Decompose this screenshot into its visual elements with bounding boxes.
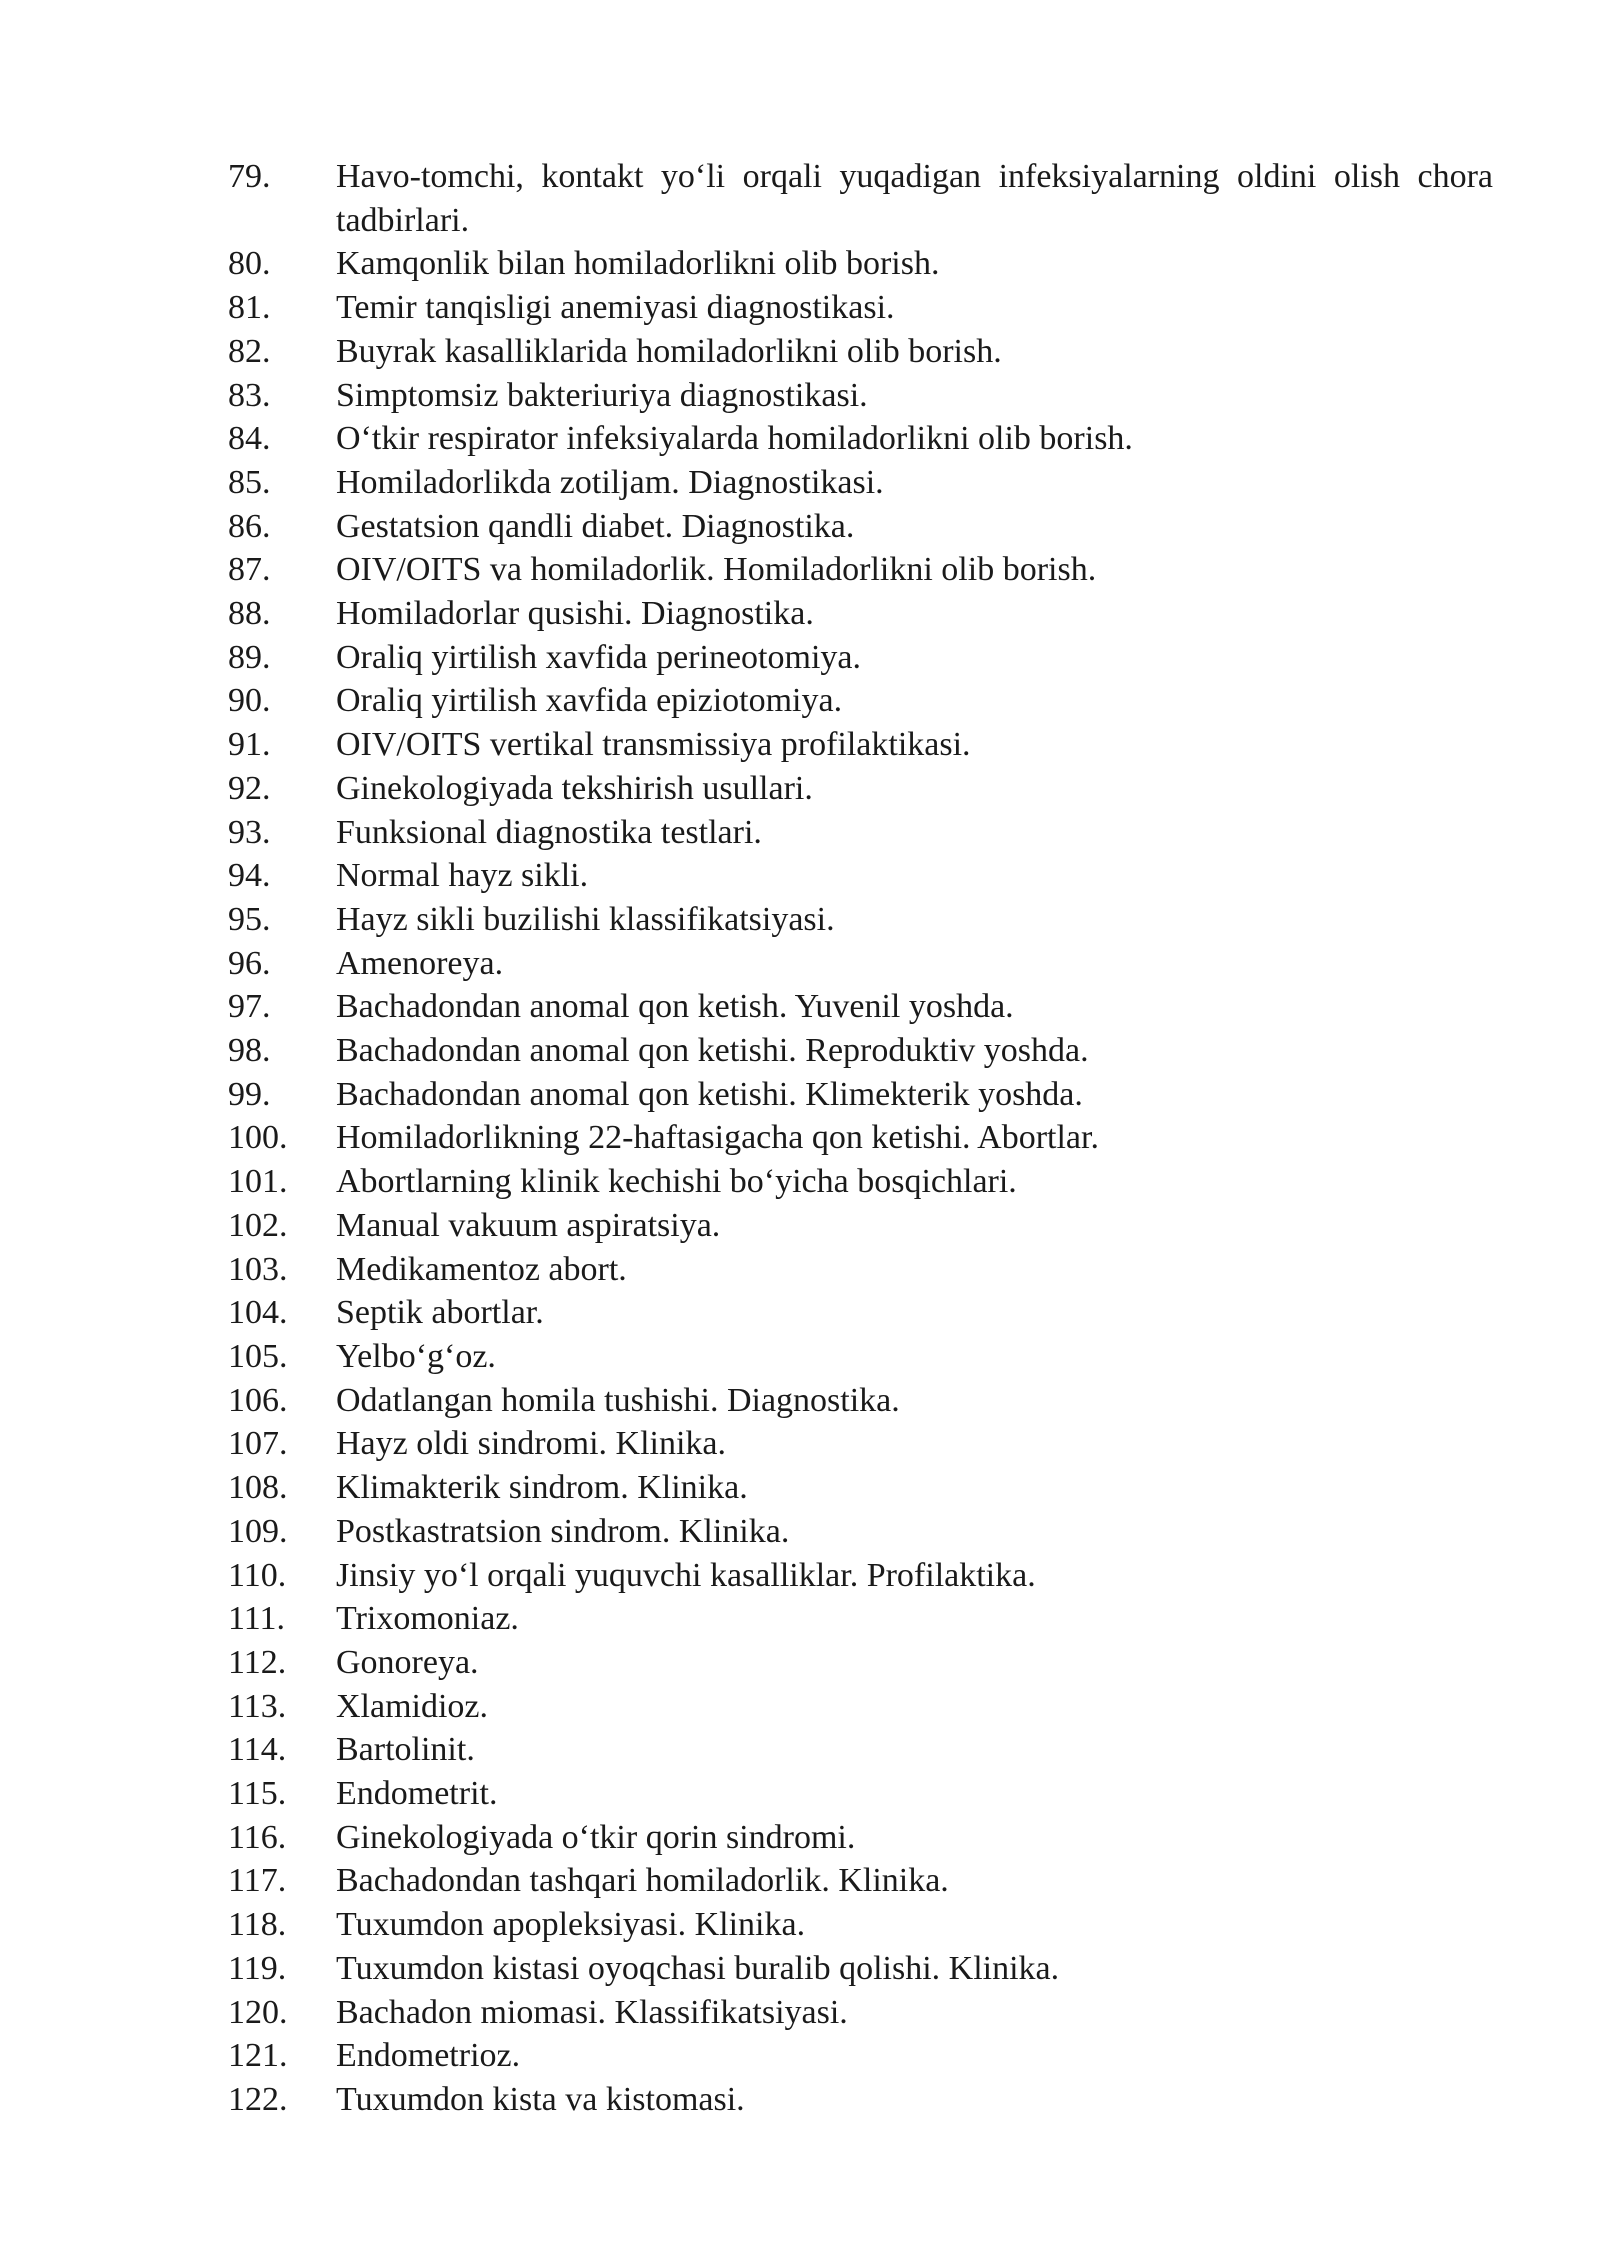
list-item <box>228 1947 1493 1991</box>
list-item <box>228 1728 1493 1772</box>
list-item <box>228 767 1493 811</box>
list-item <box>228 286 1493 330</box>
item-text: Oraliq yirtilish xavfida perineotomiya. <box>336 638 861 676</box>
item-text: Xlamidioz. <box>336 1687 489 1725</box>
item-text: Hayz sikli buzilishi klassifikatsiyasi. <box>336 900 835 938</box>
item-number: 83. <box>228 376 271 414</box>
item-number: 87. <box>228 551 271 589</box>
list-item <box>228 548 1493 592</box>
item-number: 120. <box>228 1993 288 2031</box>
numbered-topic-list <box>228 155 1493 2122</box>
item-text: Funksional diagnostika testlari. <box>336 813 762 851</box>
item-number: 105. <box>228 1337 288 1375</box>
item-text: Manual vakuum aspiratsiya. <box>336 1206 721 1244</box>
list-item <box>228 1116 1493 1160</box>
item-text: Homiladorlikning 22-haftasigacha qon ketishi. Abortlar. <box>336 1119 1099 1157</box>
list-item <box>228 1685 1493 1729</box>
list-item <box>228 1422 1493 1466</box>
item-text: Postkastratsion sindrom. Klinika. <box>336 1512 790 1550</box>
list-item <box>228 898 1493 942</box>
item-number: 103. <box>228 1250 288 1288</box>
item-number: 88. <box>228 595 271 633</box>
item-text: Kamqonlik bilan homiladorlikni olib borish. <box>336 245 940 283</box>
item-number: 117. <box>228 1862 287 1900</box>
list-item <box>228 1248 1493 1292</box>
item-number: 96. <box>228 944 271 982</box>
item-number: 95. <box>228 900 271 938</box>
item-number: 91. <box>228 726 271 764</box>
item-text: Trixomoniaz. <box>336 1600 519 1638</box>
item-number: 101. <box>228 1163 288 1201</box>
list-item <box>228 2078 1493 2122</box>
list-item <box>228 1466 1493 1510</box>
item-number: 102. <box>228 1206 288 1244</box>
item-number: 111. <box>228 1600 285 1638</box>
item-number: 121. <box>228 2037 288 2075</box>
item-number: 106. <box>228 1381 288 1419</box>
item-text: Gestatsion qandli diabet. Diagnostika. <box>336 507 855 545</box>
list-item <box>228 985 1493 1029</box>
list-item <box>228 1160 1493 1204</box>
item-text: Oraliq yirtilish xavfida epiziotomiya. <box>336 682 843 720</box>
item-text: Normal hayz sikli. <box>336 857 589 895</box>
item-number: 113. <box>228 1687 287 1725</box>
list-item <box>228 1641 1493 1685</box>
item-text: Bachadondan anomal qon ketishi. Klimekterik yoshda. <box>336 1075 1083 1113</box>
list-item <box>228 592 1493 636</box>
list-item <box>228 2034 1493 2078</box>
item-number: 92. <box>228 769 271 807</box>
item-number: 89. <box>228 638 271 676</box>
item-text: Yelbo‘g‘oz. <box>336 1337 496 1375</box>
item-number: 86. <box>228 507 271 545</box>
item-text: OIV/OITS va homiladorlik. Homiladorlikni olib borish. <box>336 551 1097 589</box>
item-text: Bachadondan tashqari homiladorlik. Klinika. <box>336 1862 949 1900</box>
item-number: 108. <box>228 1469 288 1507</box>
item-text: Endometrit. <box>336 1775 498 1813</box>
item-number: 107. <box>228 1425 288 1463</box>
list-item <box>228 1073 1493 1117</box>
item-number: 118. <box>228 1906 287 1944</box>
item-text: Hayz oldi sindromi. Klinika. <box>336 1425 727 1463</box>
item-text: Abortlarning klinik kechishi bo‘yicha bosqichlari. <box>336 1163 1017 1201</box>
list-item <box>228 505 1493 549</box>
list-item <box>228 1903 1493 1947</box>
list-item <box>228 330 1493 374</box>
list-item <box>228 1379 1493 1423</box>
list-item <box>228 942 1493 986</box>
item-text: Amenoreya. <box>336 944 504 982</box>
item-text: Ginekologiyada o‘tkir qorin sindromi. <box>336 1818 856 1856</box>
list-item <box>228 1510 1493 1554</box>
item-text: Gonoreya. <box>336 1643 479 1681</box>
list-item <box>228 1859 1493 1903</box>
item-text: Bachadondan anomal qon ketishi. Reproduktiv yoshda. <box>336 1032 1089 1070</box>
item-number: 82. <box>228 332 271 370</box>
item-text: O‘tkir respirator infeksiyalarda homiladorlikni olib borish. <box>336 420 1133 458</box>
item-number: 114. <box>228 1731 287 1769</box>
list-item <box>228 1597 1493 1641</box>
list-item <box>228 854 1493 898</box>
item-number: 93. <box>228 813 271 851</box>
item-text: Ginekologiyada tekshirish usullari. <box>336 769 813 807</box>
item-text: Homiladorlikda zotiljam. Diagnostikasi. <box>336 463 884 501</box>
item-text: Buyrak kasalliklarida homiladorlikni olib borish. <box>336 332 1002 370</box>
item-number: 85. <box>228 463 271 501</box>
item-text: Odatlangan homila tushishi. Diagnostika. <box>336 1381 900 1419</box>
item-number: 112. <box>228 1643 287 1681</box>
item-number: 115. <box>228 1775 287 1813</box>
list-item <box>228 1291 1493 1335</box>
list-item <box>228 1816 1493 1860</box>
item-text: OIV/OITS vertikal transmissiya profilaktikasi. <box>336 726 971 764</box>
item-text: Tuxumdon kista va kistomasi. <box>336 2080 745 2118</box>
item-number: 104. <box>228 1294 288 1332</box>
item-text: Jinsiy yo‘l orqali yuquvchi kasalliklar. Profilaktika. <box>336 1556 1036 1594</box>
item-text: Bachadon miomasi. Klassifikatsiyasi. <box>336 1993 848 2031</box>
item-text: Endometrioz. <box>336 2037 521 2075</box>
item-text: Klimakterik sindrom. Klinika. <box>336 1469 748 1507</box>
list-item <box>228 417 1493 461</box>
list-item <box>228 1554 1493 1598</box>
item-text: Homiladorlar qusishi. Diagnostika. <box>336 595 814 633</box>
list-item <box>228 155 1493 242</box>
item-number: 90. <box>228 682 271 720</box>
item-number: 79. <box>228 158 271 195</box>
list-item <box>228 811 1493 855</box>
list-item <box>228 374 1493 418</box>
item-number: 110. <box>228 1556 287 1594</box>
list-item <box>228 1772 1493 1816</box>
list-item <box>228 1335 1493 1379</box>
item-text: Medikamentoz abort. <box>336 1250 627 1288</box>
item-number: 84. <box>228 420 271 458</box>
list-item <box>228 242 1493 286</box>
item-number: 122. <box>228 2080 288 2118</box>
item-text: Bachadondan anomal qon ketish. Yuvenil yoshda. <box>336 988 1014 1026</box>
item-text: Havo-tomchi, kontakt yo‘li orqali yuqadigan infeksiyalarning oldini olish chora tadbirlari. <box>336 158 1493 239</box>
item-text: Tuxumdon kistasi oyoqchasi buralib qolishi. Klinika. <box>336 1949 1060 1987</box>
item-number: 81. <box>228 289 271 327</box>
item-text: Temir tanqisligi anemiyasi diagnostikasi. <box>336 289 895 327</box>
item-text: Septik abortlar. <box>336 1294 544 1332</box>
list-item <box>228 461 1493 505</box>
item-number: 94. <box>228 857 271 895</box>
list-item <box>228 636 1493 680</box>
list-item <box>228 1991 1493 2035</box>
item-number: 116. <box>228 1818 287 1856</box>
item-text: Bartolinit. <box>336 1731 475 1769</box>
item-number: 109. <box>228 1512 288 1550</box>
list-item <box>228 679 1493 723</box>
item-number: 100. <box>228 1119 288 1157</box>
item-number: 80. <box>228 245 271 283</box>
list-item <box>228 1204 1493 1248</box>
item-number: 98. <box>228 1032 271 1070</box>
item-number: 97. <box>228 988 271 1026</box>
item-number: 99. <box>228 1075 271 1113</box>
item-text: Simptomsiz bakteriuriya diagnostikasi. <box>336 376 868 414</box>
item-number: 119. <box>228 1949 287 1987</box>
list-item <box>228 723 1493 767</box>
list-item <box>228 1029 1493 1073</box>
item-text: Tuxumdon apopleksiyasi. Klinika. <box>336 1906 806 1944</box>
